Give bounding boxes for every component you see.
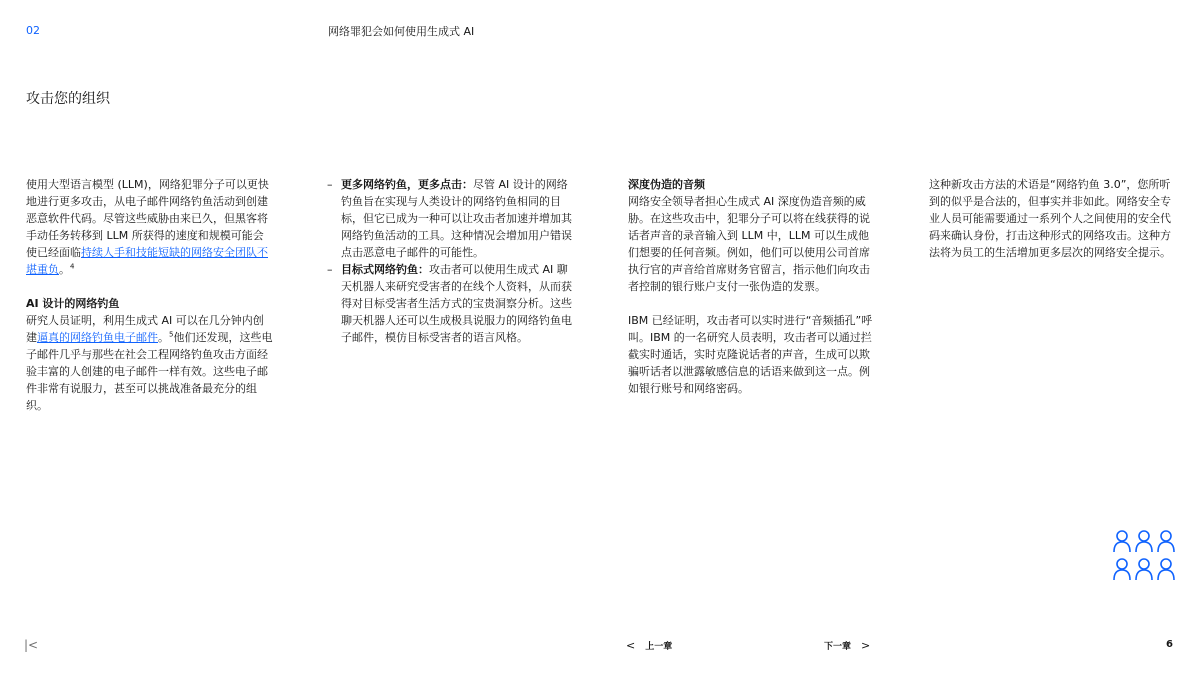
ai-phishing-paragraph <box>26 312 274 414</box>
bullet-list <box>327 176 573 346</box>
column-2 <box>327 176 573 346</box>
page-folio: 6 <box>1166 639 1173 650</box>
bullet-heading: 目标式网络钓鱼： <box>341 263 429 276</box>
next-chapter-button[interactable] <box>824 639 870 652</box>
deepfake-audio-heading: 深度伪造的音频 <box>628 178 705 191</box>
intro-end: 。 <box>59 263 70 276</box>
people-group-icon <box>1112 528 1176 584</box>
bullet-text: 尽管 AI 设计的网络钓鱼旨在实现与人类设计的网络钓鱼相同的目标，但它已成为一种可以让攻击者加速并增加其网络钓鱼活动的工具。这种情况会增加用户错误点击恶意电子邮件的可能性。 <box>341 178 572 259</box>
page-number: 02 <box>26 24 40 37</box>
section-heading: 攻击您的组织 <box>26 91 110 107</box>
chevron-right-icon: > <box>861 639 871 652</box>
previous-chapter-button[interactable] <box>626 639 672 652</box>
column-4 <box>929 176 1177 278</box>
deepfake-paragraph: 网络安全领导者担心生成式 AI 深度伪造音频的威胁。在这些攻击中，犯罪分子可以将在线获得的说话者声音的录音输入到 LLM 中，LLM 可以生成他们想要的任何音频。例如，他们可以使用公司首席执行官的声音给首席财务官留言，指示他们向攻击者控制的银行账户支付一张伪造的发票。 <box>628 195 870 293</box>
footnote-5[interactable]: 5 <box>169 330 174 339</box>
audio-jack-paragraph: IBM 已经证明，攻击者可以实时进行“音频插孔”呼叫。IBM 的一名研究人员表明，攻击者可以通过拦截实时通话，实时克隆说话者的声音，生成可以欺骗听话者以泄露敏感信息的话语来做到这一点。例如银行账号和网络密码。 <box>628 314 873 395</box>
bullet-heading: 更多网络钓鱼，更多点击： <box>341 178 473 191</box>
column-1 <box>26 176 274 431</box>
ai-phishing-heading: AI 设计的网络钓鱼 <box>26 297 120 310</box>
list-item <box>327 176 573 261</box>
ai-phishing-mid: 。 <box>158 331 169 344</box>
chevron-left-icon: < <box>626 639 636 652</box>
previous-chapter-label: 上一章 <box>645 642 673 652</box>
bullet-text: 攻击者可以使用生成式 AI 聊天机器人来研究受害者的在线个人资料，从而获得对目标受害者生活方式的宝贵洞察分析。这些聊天机器人还可以生成极具说服力的网络钓鱼电子邮件，模仿目标受害者的语言风格。 <box>341 263 572 344</box>
intro-text: 使用大型语言模型 (LLM)，网络犯罪分子可以更快地进行更多攻击，从电子邮件网络钓鱼活动到创建恶意软件代码。尽管这些威胁由来已久，但黑客将手动任务转移到 LLM 所获得的速度和规模可能会使已经面临 <box>26 178 269 259</box>
phishing-3-paragraph: 这种新攻击方法的术语是“网络钓鱼 3.0”，您所听到的似乎是合法的，但事实并非如此。网络安全专业人员可能需要通过一系列个人之间使用的安全代码来确认身份，打击这种形式的网络攻击。这种方法将为员工的生活增加更多层次的网络安全提示。 <box>929 178 1171 259</box>
column-3 <box>628 176 876 414</box>
ai-phishing-end: 他们还发现，这些电子邮件几乎与那些在社会工程网络钓鱼攻击方面经验丰富的人创建的电子邮件一样有效。这些电子邮件非常有说服力，甚至可以挑战准备最充分的组织。 <box>26 331 273 412</box>
next-chapter-label: 下一章 <box>824 642 852 652</box>
staffing-shortage-link[interactable]: 持续人手和技能短缺的网络安全团队不堪重负 <box>26 246 268 276</box>
first-page-icon[interactable]: |< <box>24 638 39 652</box>
document-title: 网络罪犯会如何使用生成式 AI <box>328 25 475 38</box>
person-icon <box>1114 531 1174 580</box>
phishing-email-link[interactable]: 逼真的网络钓鱼电子邮件 <box>37 331 158 344</box>
ai-phishing-text: 研究人员证明，利用生成式 AI 可以在几分钟内创建 <box>26 314 264 344</box>
intro-paragraph <box>26 176 274 278</box>
footnote-4[interactable]: 4 <box>70 262 75 271</box>
list-item <box>327 261 573 346</box>
